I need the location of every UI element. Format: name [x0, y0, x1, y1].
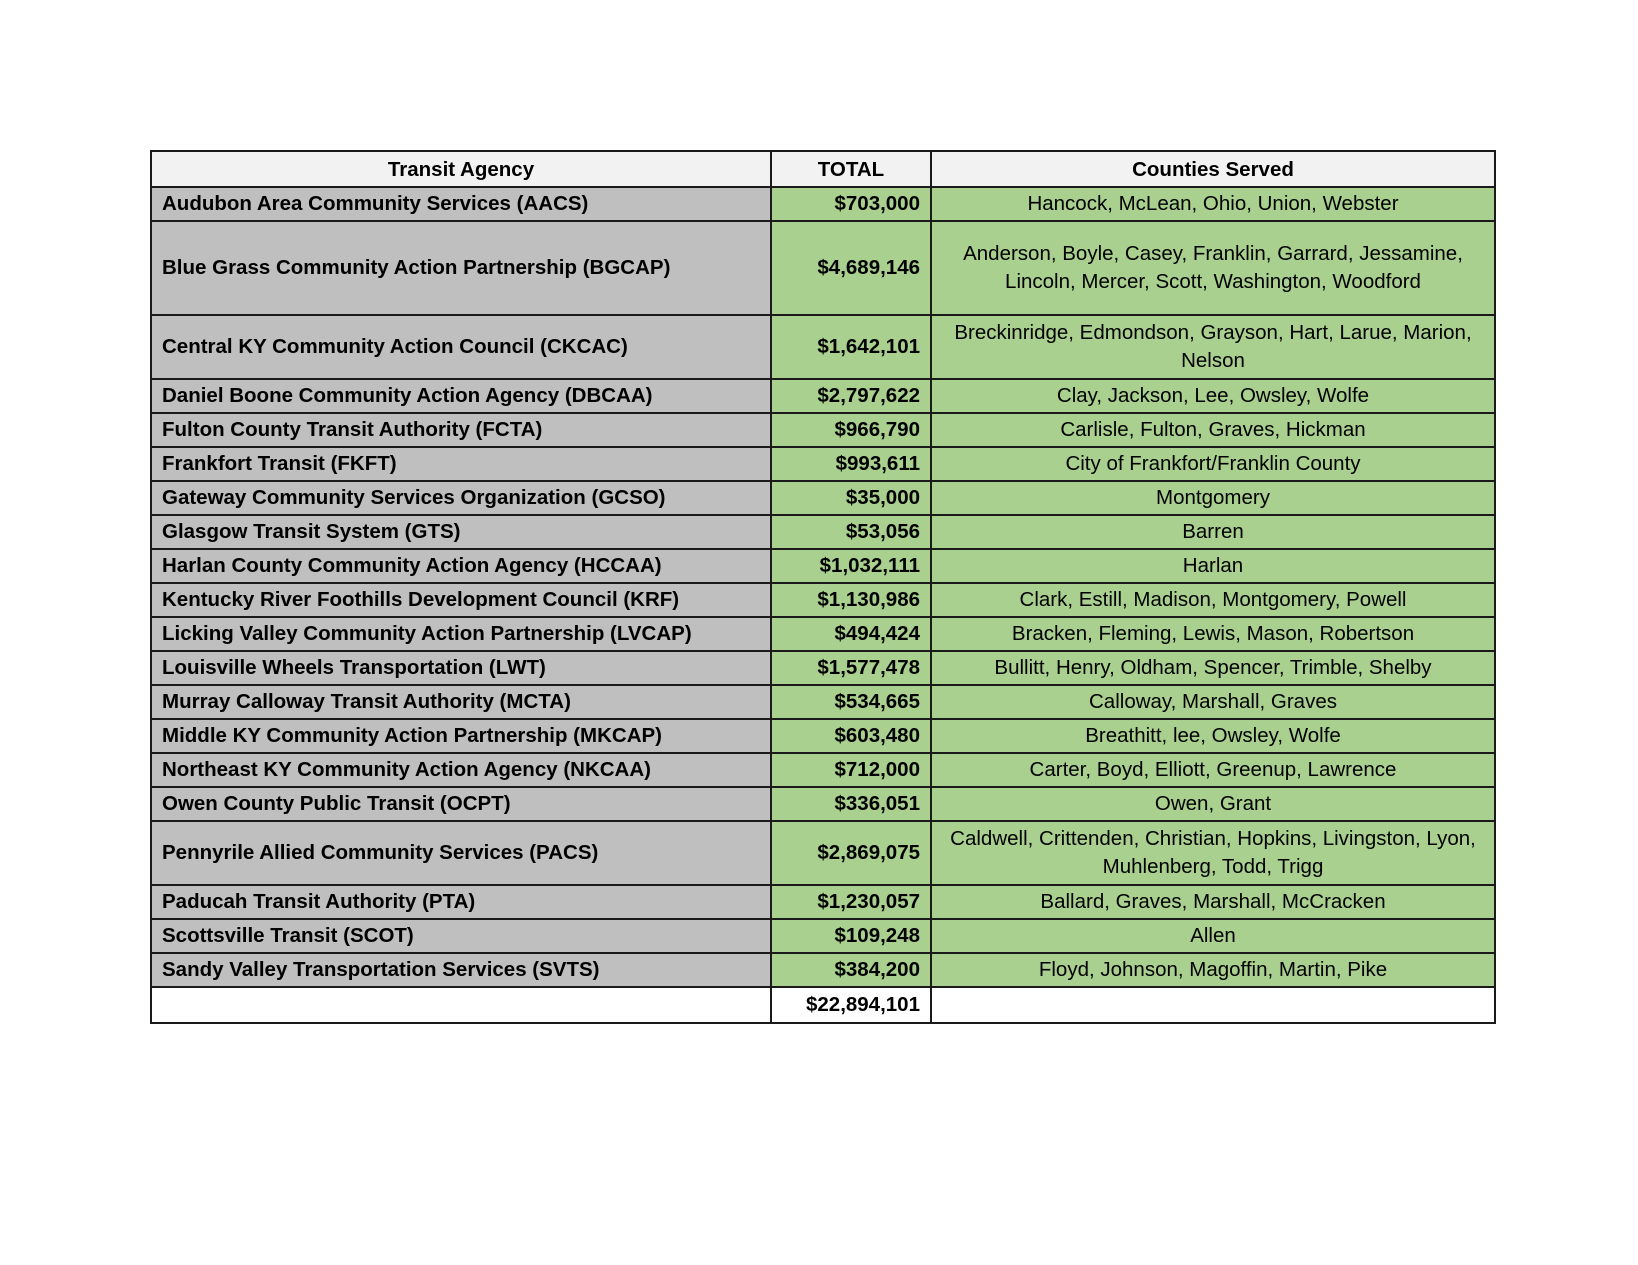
- agency-name-cell: Middle KY Community Action Partnership (MKCAP): [151, 719, 771, 753]
- grand-total-counties-cell: [931, 987, 1495, 1023]
- table-row: [151, 821, 1495, 885]
- agency-name-cell: Licking Valley Community Action Partnership (LVCAP): [151, 617, 771, 651]
- counties-served-cell: Carter, Boyd, Elliott, Greenup, Lawrence: [931, 753, 1495, 787]
- counties-served-cell: Calloway, Marshall, Graves: [931, 685, 1495, 719]
- table-header-row: [151, 151, 1495, 187]
- total-amount-cell: $384,200: [771, 953, 931, 987]
- total-amount-cell: $336,051: [771, 787, 931, 821]
- counties-served-cell: Breathitt, lee, Owsley, Wolfe: [931, 719, 1495, 753]
- table-row: [151, 447, 1495, 481]
- transit-funding-table: [150, 150, 1496, 1024]
- counties-served-cell: Clay, Jackson, Lee, Owsley, Wolfe: [931, 379, 1495, 413]
- total-amount-cell: $1,642,101: [771, 315, 931, 379]
- agency-name-cell: Louisville Wheels Transportation (LWT): [151, 651, 771, 685]
- grand-total-value: $22,894,101: [771, 987, 931, 1023]
- table-row: [151, 719, 1495, 753]
- total-amount-cell: $534,665: [771, 685, 931, 719]
- agency-name-cell: Blue Grass Community Action Partnership (BGCAP): [151, 221, 771, 315]
- agency-name-cell: Fulton County Transit Authority (FCTA): [151, 413, 771, 447]
- column-header-counties: Counties Served: [931, 151, 1495, 187]
- total-amount-cell: $2,797,622: [771, 379, 931, 413]
- counties-served-cell: Clark, Estill, Madison, Montgomery, Powell: [931, 583, 1495, 617]
- table-row: [151, 583, 1495, 617]
- table-row: [151, 515, 1495, 549]
- total-amount-cell: $1,230,057: [771, 885, 931, 919]
- counties-served-cell: Anderson, Boyle, Casey, Franklin, Garrard, Jessamine, Lincoln, Mercer, Scott, Washington, Woodford: [931, 221, 1495, 315]
- table-row: [151, 787, 1495, 821]
- counties-served-cell: Bullitt, Henry, Oldham, Spencer, Trimble, Shelby: [931, 651, 1495, 685]
- table-row: [151, 481, 1495, 515]
- table-row: [151, 617, 1495, 651]
- counties-served-cell: Bracken, Fleming, Lewis, Mason, Robertson: [931, 617, 1495, 651]
- table-row: [151, 413, 1495, 447]
- total-amount-cell: $494,424: [771, 617, 931, 651]
- counties-served-cell: Caldwell, Crittenden, Christian, Hopkins, Livingston, Lyon, Muhlenberg, Todd, Trigg: [931, 821, 1495, 885]
- counties-served-cell: City of Frankfort/Franklin County: [931, 447, 1495, 481]
- table-row: [151, 187, 1495, 221]
- agency-name-cell: Murray Calloway Transit Authority (MCTA): [151, 685, 771, 719]
- agency-name-cell: Paducah Transit Authority (PTA): [151, 885, 771, 919]
- agency-name-cell: Pennyrile Allied Community Services (PACS): [151, 821, 771, 885]
- total-amount-cell: $1,130,986: [771, 583, 931, 617]
- counties-served-cell: Carlisle, Fulton, Graves, Hickman: [931, 413, 1495, 447]
- table-row: [151, 953, 1495, 987]
- counties-served-cell: Hancock, McLean, Ohio, Union, Webster: [931, 187, 1495, 221]
- agency-name-cell: Audubon Area Community Services (AACS): [151, 187, 771, 221]
- total-amount-cell: $712,000: [771, 753, 931, 787]
- total-amount-cell: $35,000: [771, 481, 931, 515]
- counties-served-cell: Floyd, Johnson, Magoffin, Martin, Pike: [931, 953, 1495, 987]
- table-row: [151, 651, 1495, 685]
- agency-name-cell: Glasgow Transit System (GTS): [151, 515, 771, 549]
- grand-total-row: [151, 987, 1495, 1023]
- counties-served-cell: Allen: [931, 919, 1495, 953]
- counties-served-cell: Owen, Grant: [931, 787, 1495, 821]
- counties-served-cell: Harlan: [931, 549, 1495, 583]
- agency-name-cell: Scottsville Transit (SCOT): [151, 919, 771, 953]
- table-body: [151, 187, 1495, 987]
- agency-name-cell: Kentucky River Foothills Development Council (KRF): [151, 583, 771, 617]
- counties-served-cell: Montgomery: [931, 481, 1495, 515]
- table-row: [151, 315, 1495, 379]
- total-amount-cell: $603,480: [771, 719, 931, 753]
- total-amount-cell: $993,611: [771, 447, 931, 481]
- agency-name-cell: Owen County Public Transit (OCPT): [151, 787, 771, 821]
- table-row: [151, 885, 1495, 919]
- table-row: [151, 379, 1495, 413]
- total-amount-cell: $1,032,111: [771, 549, 931, 583]
- total-amount-cell: $1,577,478: [771, 651, 931, 685]
- counties-served-cell: Barren: [931, 515, 1495, 549]
- total-amount-cell: $53,056: [771, 515, 931, 549]
- agency-name-cell: Northeast KY Community Action Agency (NKCAA): [151, 753, 771, 787]
- table-row: [151, 685, 1495, 719]
- column-header-total: TOTAL: [771, 151, 931, 187]
- agency-name-cell: Central KY Community Action Council (CKCAC): [151, 315, 771, 379]
- table-row: [151, 549, 1495, 583]
- total-amount-cell: $4,689,146: [771, 221, 931, 315]
- table-row: [151, 753, 1495, 787]
- table-row: [151, 221, 1495, 315]
- counties-served-cell: Ballard, Graves, Marshall, McCracken: [931, 885, 1495, 919]
- agency-name-cell: Harlan County Community Action Agency (HCCAA): [151, 549, 771, 583]
- agency-name-cell: Sandy Valley Transportation Services (SVTS): [151, 953, 771, 987]
- table-row: [151, 919, 1495, 953]
- agency-name-cell: Frankfort Transit (FKFT): [151, 447, 771, 481]
- agency-name-cell: Gateway Community Services Organization (GCSO): [151, 481, 771, 515]
- total-amount-cell: $966,790: [771, 413, 931, 447]
- column-header-agency: Transit Agency: [151, 151, 771, 187]
- counties-served-cell: Breckinridge, Edmondson, Grayson, Hart, Larue, Marion, Nelson: [931, 315, 1495, 379]
- total-amount-cell: $109,248: [771, 919, 931, 953]
- total-amount-cell: $703,000: [771, 187, 931, 221]
- agency-name-cell: Daniel Boone Community Action Agency (DBCAA): [151, 379, 771, 413]
- grand-total-label-cell: [151, 987, 771, 1023]
- total-amount-cell: $2,869,075: [771, 821, 931, 885]
